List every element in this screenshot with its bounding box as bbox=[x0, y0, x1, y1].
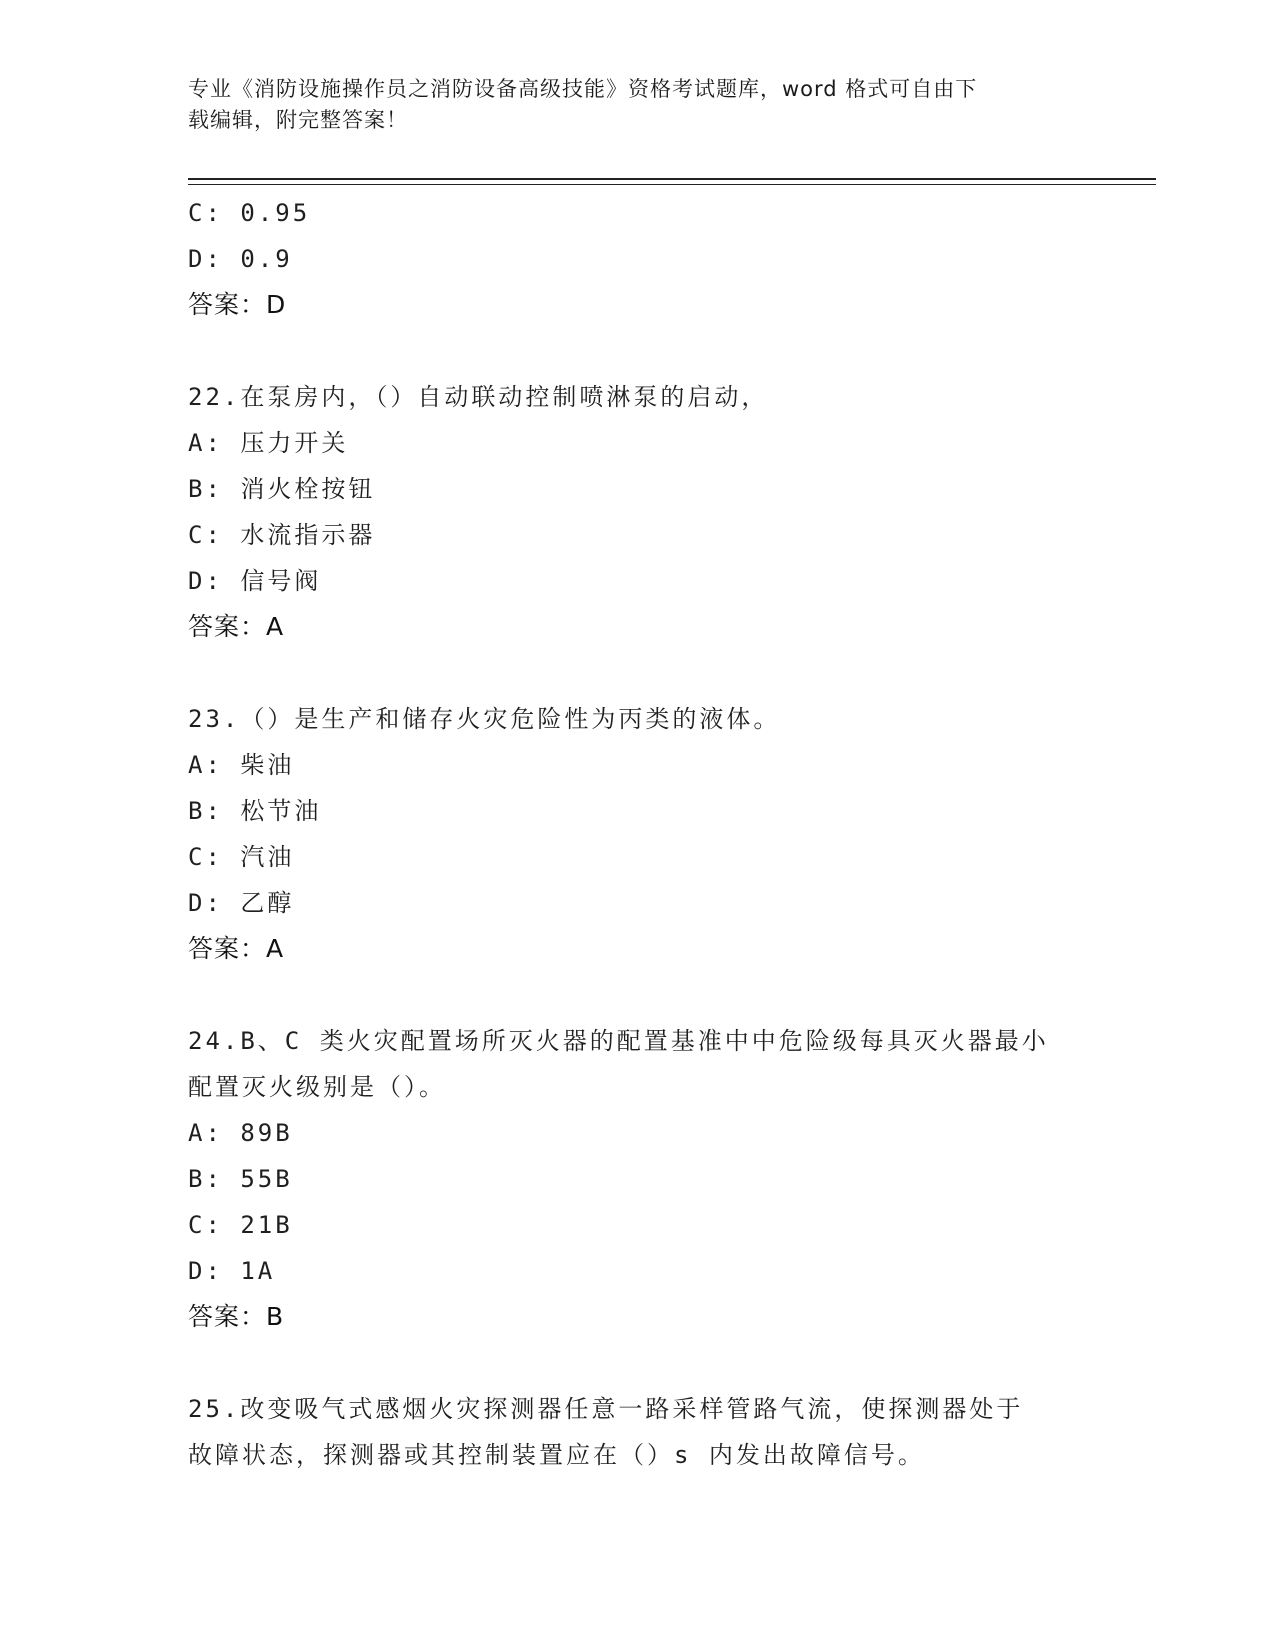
question-23-block bbox=[188, 696, 1088, 972]
document-header bbox=[188, 74, 1088, 136]
question-21-block bbox=[188, 190, 1088, 328]
option-b: B: 消火栓按钮 bbox=[188, 475, 376, 503]
question-stem-line-2: 配置灭火级别是（）。 bbox=[188, 1073, 446, 1101]
question-stem-line-2: 故障状态，探测器或其控制装置应在（）s 内发出故障信号。 bbox=[188, 1441, 925, 1469]
option-c: C: 汽油 bbox=[188, 843, 295, 871]
question-stem: 23.（）是生产和储存火灾危险性为丙类的液体。 bbox=[188, 705, 781, 733]
option-a: A: 89B bbox=[188, 1119, 293, 1147]
question-24-block bbox=[188, 1018, 1088, 1340]
option-b: B: 55B bbox=[188, 1165, 293, 1193]
answer-label: 答案：A bbox=[188, 934, 285, 963]
option-d: D: 0.9 bbox=[188, 245, 293, 273]
question-list bbox=[188, 190, 1088, 1478]
spacer bbox=[188, 650, 1088, 696]
spacer bbox=[188, 1340, 1088, 1386]
option-c: C: 水流指示器 bbox=[188, 521, 376, 549]
question-25-block bbox=[188, 1386, 1088, 1478]
spacer bbox=[188, 328, 1088, 374]
option-c: C: 21B bbox=[188, 1211, 293, 1239]
option-c: C: 0.95 bbox=[188, 199, 311, 227]
option-a: A: 柴油 bbox=[188, 751, 295, 779]
answer-label: 答案：B bbox=[188, 1302, 285, 1331]
option-d: D: 1A bbox=[188, 1257, 276, 1285]
header-divider-thin bbox=[188, 184, 1156, 185]
header-line-2: 载编辑，附完整答案！ bbox=[188, 108, 408, 132]
question-stem-line-1: 24.B、C 类火灾配置场所灭火器的配置基准中中危险级每具灭火器最小 bbox=[188, 1027, 1049, 1055]
question-stem-line-1: 25.改变吸气式感烟火灾探测器任意一路采样管路气流，使探测器处于 bbox=[188, 1395, 1024, 1423]
option-b: B: 松节油 bbox=[188, 797, 322, 825]
option-d: D: 信号阀 bbox=[188, 567, 322, 595]
option-d: D: 乙醇 bbox=[188, 889, 295, 917]
answer-label: 答案：A bbox=[188, 612, 285, 641]
spacer bbox=[188, 972, 1088, 1018]
header-divider-thick bbox=[188, 178, 1156, 180]
question-22-block bbox=[188, 374, 1088, 650]
option-a: A: 压力开关 bbox=[188, 429, 349, 457]
question-stem: 22.在泵房内，（）自动联动控制喷淋泵的启动， bbox=[188, 383, 769, 411]
answer-label: 答案：D bbox=[188, 290, 287, 319]
header-line-1: 专业《消防设施操作员之消防设备高级技能》资格考试题库，word 格式可自由下 bbox=[188, 77, 978, 101]
